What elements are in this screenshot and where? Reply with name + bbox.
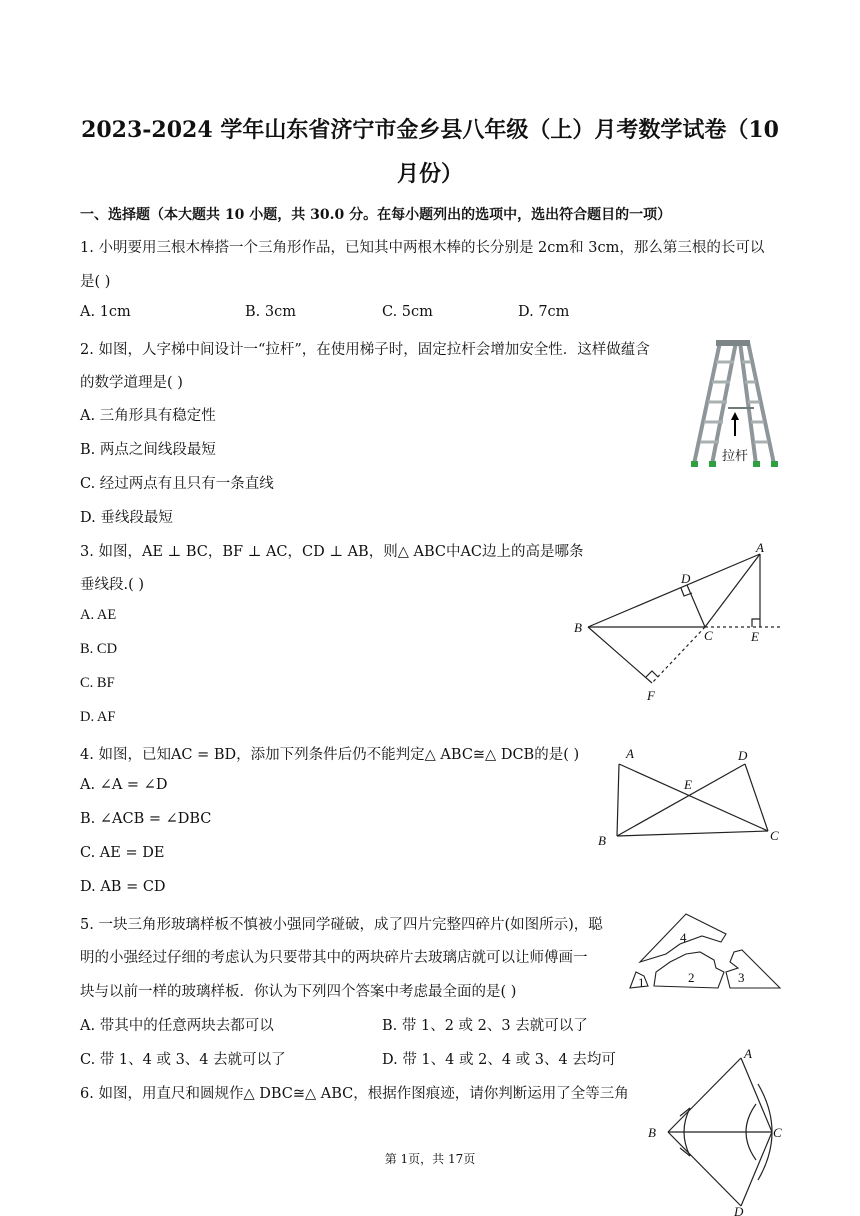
q5-stem-line2: 明的小强经过仔细的考虑认为只要带其中的两块碎片去玻璃店就可以让师傅画一 bbox=[80, 950, 588, 966]
q3-option-b: B. CD bbox=[80, 641, 118, 657]
q3-option-d: D. AF bbox=[80, 709, 116, 725]
ladder-bar-label: 拉杆 bbox=[722, 449, 749, 464]
q2-option-b: B. 两点之间线段最短 bbox=[80, 442, 216, 458]
q1-option-c: C. 5cm bbox=[382, 304, 433, 320]
q2-option-a: A. 三角形具有稳定性 bbox=[80, 408, 216, 424]
q6-label-c: C bbox=[773, 1125, 782, 1140]
q6-label-d: D bbox=[734, 1204, 744, 1216]
q2-option-d: D. 垂线段最短 bbox=[80, 510, 173, 526]
q1-option-a: A. 1cm bbox=[80, 304, 131, 320]
q4-label-a: A bbox=[626, 746, 634, 761]
q1-stem-line1: 1. 小明要用三根木棒搭一个三角形作品，已知其中两根木棒的长分别是 2cm和 3cm，那么第三根的长可以 bbox=[80, 240, 765, 256]
q2-stem-line2: 的数学道理是( ) bbox=[80, 375, 183, 391]
q3-label-e: E bbox=[751, 629, 759, 644]
q3-label-a: A bbox=[756, 540, 764, 555]
q3-option-a: A. AE bbox=[80, 607, 117, 623]
q6-label-a: A bbox=[744, 1046, 752, 1061]
q4-option-a: A. ∠A = ∠D bbox=[80, 777, 168, 793]
q5-option-c: C. 带 1、4 或 3、4 去就可以了 bbox=[80, 1052, 286, 1068]
q1-stem-line2: 是( ) bbox=[80, 274, 111, 290]
q5-glass-figure bbox=[626, 910, 786, 994]
q3-stem-line1: 3. 如图，AE ⊥ BC，BF ⊥ AC，CD ⊥ AB，则△ ABC中AC边上的高是哪条 bbox=[80, 544, 584, 560]
q6-stem-line1: 6. 如图，用直尺和圆规作△ DBC≅△ ABC，根据作图痕迹，请你判断运用了全等三角 bbox=[80, 1086, 629, 1102]
q2-stem-line1: 2. 如图，人字梯中间设计一“拉杆”，在使用梯子时，固定拉杆会增加安全性．这样做蕴含 bbox=[80, 342, 650, 358]
paper-title-line2: 月份） bbox=[396, 161, 463, 187]
q1-option-b: B. 3cm bbox=[245, 304, 296, 320]
q3-label-c: C bbox=[704, 628, 713, 643]
q5-piece-1: 1 bbox=[638, 975, 645, 990]
section-header: 一、选择题（本大题共 10 小题，共 30.0 分。在每小题列出的选项中，选出符合题目的一项） bbox=[80, 207, 672, 223]
q5-stem-line1: 5. 一块三角形玻璃样板不慎被小强同学碰破，成了四片完整四碎片(如图所示)，聪 bbox=[80, 917, 603, 933]
q4-label-d: D bbox=[738, 748, 748, 763]
q6-construction-figure bbox=[640, 1044, 790, 1216]
q4-label-c: C bbox=[770, 828, 779, 843]
page-footer: 第 1页，共 17页 bbox=[384, 1152, 476, 1166]
q5-piece-2: 2 bbox=[688, 970, 695, 985]
q5-piece-3: 3 bbox=[738, 970, 745, 985]
q6-label-b: B bbox=[648, 1125, 656, 1140]
q3-stem-line2: 垂线段.( ) bbox=[80, 577, 145, 593]
q4-label-e: E bbox=[684, 777, 692, 792]
q5-stem-line3: 块与以前一样的玻璃样板．你认为下列四个答案中考虑最全面的是( ) bbox=[80, 984, 517, 1000]
q5-option-d: D. 带 1、4 或 2、4 或 3、4 去均可 bbox=[382, 1052, 616, 1068]
q4-figure bbox=[592, 744, 790, 850]
q1-option-d: D. 7cm bbox=[518, 304, 570, 320]
q4-label-b: B bbox=[598, 833, 606, 848]
q3-label-f: F bbox=[647, 688, 655, 703]
q5-piece-4: 4 bbox=[680, 930, 687, 945]
q4-option-c: C. AE = DE bbox=[80, 845, 165, 861]
paper-title-line1: 2023-2024 学年山东省济宁市金乡县八年级（上）月考数学试卷（10 bbox=[81, 117, 779, 143]
q3-label-b: B bbox=[574, 620, 582, 635]
q5-option-a: A. 带其中的任意两块去都可以 bbox=[80, 1018, 274, 1034]
q3-option-c: C. BF bbox=[80, 675, 115, 691]
q3-label-d: D bbox=[681, 571, 691, 586]
q4-option-b: B. ∠ACB = ∠DBC bbox=[80, 811, 212, 827]
q4-stem-line1: 4. 如图，已知AC = BD，添加下列条件后仍不能判定△ ABC≅△ DCB的是( ) bbox=[80, 747, 580, 763]
q3-triangle-figure bbox=[570, 540, 790, 705]
q5-option-b: B. 带 1、2 或 2、3 去就可以了 bbox=[382, 1018, 588, 1034]
q4-option-d: D. AB = CD bbox=[80, 879, 166, 895]
q2-option-c: C. 经过两点有且只有一条直线 bbox=[80, 476, 274, 492]
